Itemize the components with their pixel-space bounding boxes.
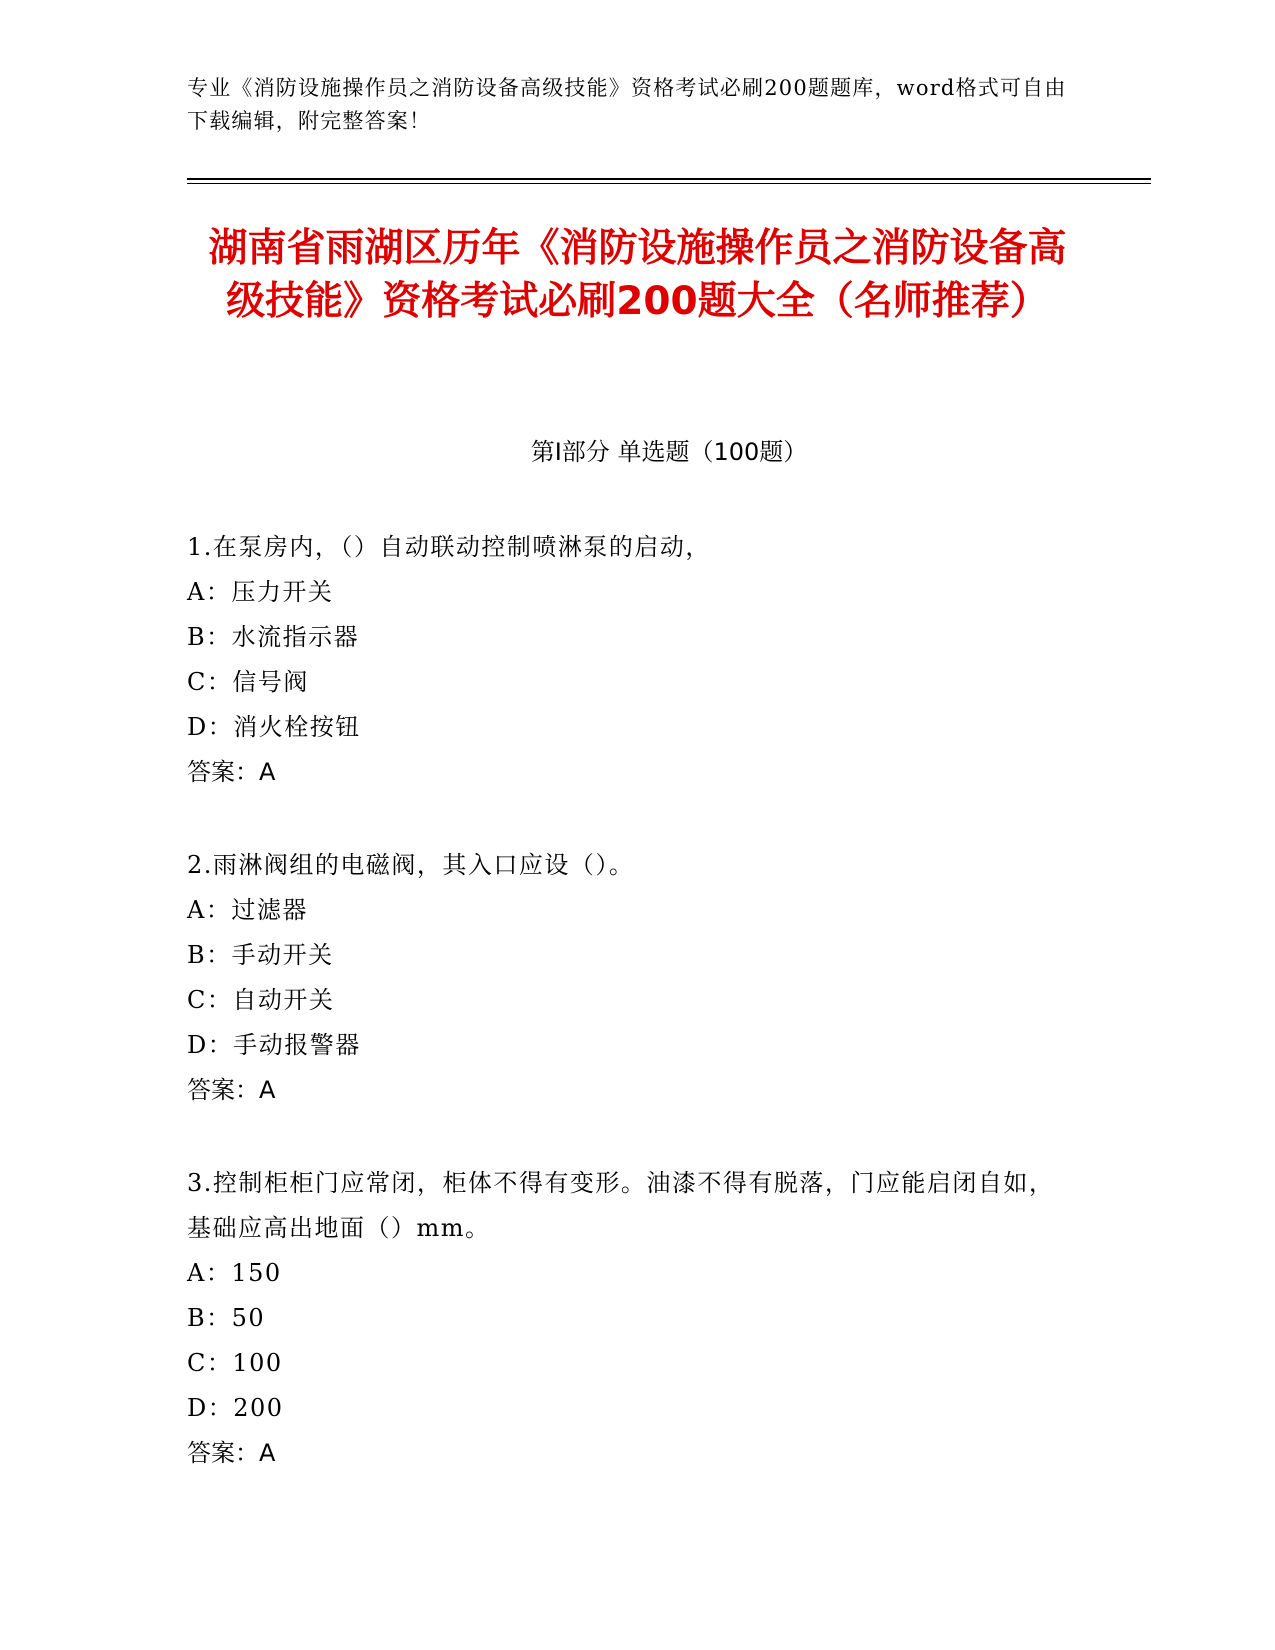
answer: 答案：A [187,1076,276,1104]
option-c: C：100 [187,1349,283,1377]
option-b: B：手动开关 [187,941,334,969]
header-divider-thick [187,178,1151,180]
document-title: 湖南省雨湖区历年《消防设施操作员之消防设备高级技能》资格考试必刷200题大全（名师推荐） [208,226,1067,324]
option-b: B：50 [187,1304,266,1332]
question-stem: 1.在泵房内，（）自动联动控制喷淋泵的启动， [187,533,711,561]
question-stem: 3.控制柜柜门应常闭，柜体不得有变形。油漆不得有脱落，门应能启闭自如，基础应高出地面（）mm。 [187,1169,1055,1242]
header-note: 专业《消防设施操作员之消防设备高级技能》资格考试必刷200题题库，word格式可自由下载编辑，附完整答案！ [187,76,1067,133]
question-block [187,843,1067,1113]
answer: 答案：A [187,758,276,786]
option-a: A：压力开关 [187,578,334,606]
question-block [187,525,1067,795]
option-d: D：手动报警器 [187,1031,361,1059]
option-c: C：信号阀 [187,668,309,696]
header-divider-thin [187,183,1151,184]
question-block [187,1161,1067,1476]
option-b: B：水流指示器 [187,623,360,651]
option-d: D：消火栓按钮 [187,713,361,741]
option-a: A：150 [187,1259,282,1287]
answer: 答案：A [187,1439,276,1467]
option-a: A：过滤器 [187,896,308,924]
question-stem: 2.雨淋阀组的电磁阀，其入口应设（）。 [187,851,635,879]
section-heading: 第Ⅰ部分 单选题（100题） [530,438,808,466]
option-d: D：200 [187,1394,284,1422]
option-c: C：自动开关 [187,986,335,1014]
